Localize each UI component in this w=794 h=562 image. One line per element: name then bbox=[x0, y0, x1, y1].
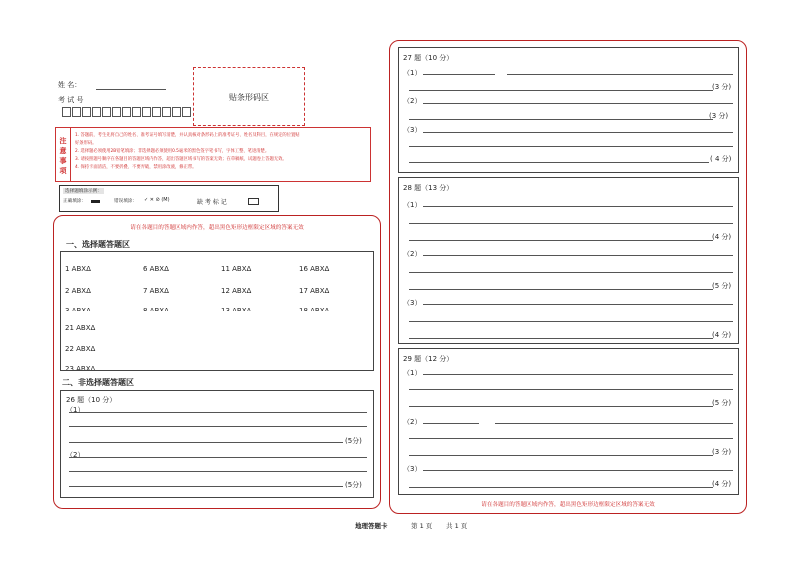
mc-item[interactable]: 21 ABXΔ bbox=[65, 324, 96, 332]
q27-part2-label: （2） bbox=[403, 97, 422, 105]
answer-line[interactable] bbox=[423, 206, 733, 207]
answer-line[interactable] bbox=[423, 74, 495, 75]
answer-line[interactable] bbox=[495, 423, 733, 424]
mc-item[interactable]: 2 ABXΔ bbox=[65, 287, 91, 295]
q26-score2: (5分) bbox=[345, 481, 362, 489]
mc-item[interactable]: 12 ABXΔ bbox=[221, 287, 252, 295]
answer-line[interactable] bbox=[409, 119, 713, 120]
correct-fill-label: 正确填涂： bbox=[63, 199, 86, 204]
answer-line[interactable] bbox=[409, 272, 733, 273]
answer-line[interactable] bbox=[69, 457, 367, 458]
q29-title: 29 题（12 分） bbox=[403, 355, 454, 363]
footer-subject: 地理答题卡 bbox=[355, 522, 388, 530]
exam-no-label: 考 试 号 bbox=[58, 96, 84, 104]
answer-line[interactable] bbox=[69, 442, 343, 443]
absent-label: 缺 考 标 记 bbox=[197, 199, 227, 206]
q28-box bbox=[398, 177, 739, 344]
wrong-fill-marks: ✓ ✕ ⊘ (M) bbox=[144, 197, 170, 203]
answer-line[interactable] bbox=[409, 162, 709, 163]
notice-text: 1. 答题前，考生先将自己的姓名、准考证号填写清楚，并认真核对条形码上的准考证号、姓名及科目，在规定的位置贴 好条形码。 2. 选择题必须使用2B铅笔填涂；非选择题必须使用0.5毫米的黑色签字笔书写，字体工整、笔迹清楚。 3. 请按照题号顺序在各题目的答题区域内作答，超出答题区域书写的答案无效；在草稿纸、试题卷上答题无效。 4. 保持卡面清洁，不要折叠、不要弄破，禁用涂改液，修正带。 bbox=[75, 133, 300, 170]
answer-line[interactable] bbox=[69, 471, 367, 472]
notice-title: 注 意 事 项 bbox=[56, 128, 71, 181]
absent-checkbox[interactable] bbox=[248, 198, 259, 205]
notice-box bbox=[55, 127, 371, 182]
q27-score1: (3 分) bbox=[712, 83, 732, 91]
q27-score2: (3 分) bbox=[709, 112, 729, 120]
q29-score2: (3 分) bbox=[712, 448, 732, 456]
mc-item[interactable]: 23 ABXΔ bbox=[65, 365, 96, 371]
answer-line[interactable] bbox=[409, 455, 713, 456]
footer-page: 第 1 页 bbox=[411, 522, 433, 530]
answer-line[interactable] bbox=[409, 338, 713, 339]
answer-line[interactable] bbox=[409, 321, 733, 322]
wrong-fill-label: 错误填涂： bbox=[114, 199, 137, 204]
q26-part1-label: （1） bbox=[66, 406, 85, 414]
q26-title: 26 题（10 分） bbox=[66, 396, 117, 404]
q29-score3: (4 分) bbox=[712, 480, 732, 488]
footer-total: 共 1 页 bbox=[446, 522, 468, 530]
fill-example-box bbox=[59, 185, 279, 212]
q26-score1: (5分) bbox=[345, 437, 362, 445]
mc-section-title: 一、选择题答题区 bbox=[66, 240, 130, 249]
answer-line[interactable] bbox=[423, 374, 733, 375]
mc-item[interactable]: 16 ABXΔ bbox=[299, 265, 330, 273]
q28-part3-label: （3） bbox=[403, 299, 422, 307]
right-warning: 请在各题目的答题区域内作答，超出黑色矩形边框限定区域的答案无效 bbox=[481, 502, 655, 508]
answer-line[interactable] bbox=[409, 146, 733, 147]
correct-fill-mark bbox=[91, 200, 100, 203]
q26-box bbox=[60, 390, 374, 498]
left-warning: 请在各题目的答题区域内作答，超出黑色矩形边框限定区域的答案无效 bbox=[130, 225, 304, 231]
q27-score3: ( 4 分) bbox=[710, 155, 732, 163]
mc-item[interactable]: 6 ABXΔ bbox=[143, 265, 169, 273]
answer-line[interactable] bbox=[423, 132, 733, 133]
q27-box bbox=[398, 47, 739, 173]
answer-line[interactable] bbox=[409, 406, 713, 407]
answer-line[interactable] bbox=[409, 487, 713, 488]
answer-line[interactable] bbox=[507, 74, 733, 75]
exam-no-boxes[interactable] bbox=[62, 107, 192, 117]
mc-answer-box bbox=[60, 251, 374, 371]
q28-part2-label: （2） bbox=[403, 250, 422, 258]
q27-part1-label: （1） bbox=[403, 69, 422, 77]
mc-item[interactable]: 1 ABXΔ bbox=[65, 265, 91, 273]
q29-part3-label: （3） bbox=[403, 465, 422, 473]
essay-section-title: 二、非选择题答题区 bbox=[62, 378, 134, 387]
barcode-area bbox=[193, 67, 305, 126]
q28-score1: (4 分) bbox=[712, 233, 732, 241]
answer-line[interactable] bbox=[409, 223, 733, 224]
q28-title: 28 题（13 分） bbox=[403, 184, 454, 192]
mc-item[interactable]: 7 ABXΔ bbox=[143, 287, 169, 295]
q29-box bbox=[398, 348, 739, 495]
answer-line[interactable] bbox=[409, 240, 713, 241]
answer-line[interactable] bbox=[423, 103, 733, 104]
q27-title: 27 题（10 分） bbox=[403, 54, 454, 62]
q27-part3-label: （3） bbox=[403, 126, 422, 134]
mc-item[interactable]: 22 ABXΔ bbox=[65, 345, 96, 353]
q28-score2: (5 分) bbox=[712, 282, 732, 290]
answer-line[interactable] bbox=[409, 289, 713, 290]
q29-part2-label: （2） bbox=[403, 418, 422, 426]
answer-line[interactable] bbox=[409, 389, 733, 390]
answer-line[interactable] bbox=[69, 412, 367, 413]
answer-line[interactable] bbox=[423, 255, 733, 256]
answer-line[interactable] bbox=[69, 426, 367, 427]
q28-score3: (4 分) bbox=[712, 331, 732, 339]
name-label: 姓 名： bbox=[58, 81, 82, 89]
mc-item[interactable]: 11 ABXΔ bbox=[221, 265, 252, 273]
answer-line[interactable] bbox=[423, 423, 479, 424]
mc-item[interactable]: 17 ABXΔ bbox=[299, 287, 330, 295]
answer-line[interactable] bbox=[423, 304, 733, 305]
q26-part2-label: （2） bbox=[66, 451, 85, 459]
q29-score1: (5 分) bbox=[712, 399, 732, 407]
fill-example-title: 选择题填涂示例： bbox=[65, 189, 102, 194]
barcode-label: 贴条形码区 bbox=[229, 93, 269, 102]
q28-part1-label: （1） bbox=[403, 201, 422, 209]
name-line[interactable] bbox=[96, 89, 166, 90]
answer-line[interactable] bbox=[423, 470, 733, 471]
q29-part1-label: （1） bbox=[403, 369, 422, 377]
answer-line[interactable] bbox=[409, 438, 733, 439]
answer-line[interactable] bbox=[69, 486, 343, 487]
answer-line[interactable] bbox=[409, 90, 713, 91]
